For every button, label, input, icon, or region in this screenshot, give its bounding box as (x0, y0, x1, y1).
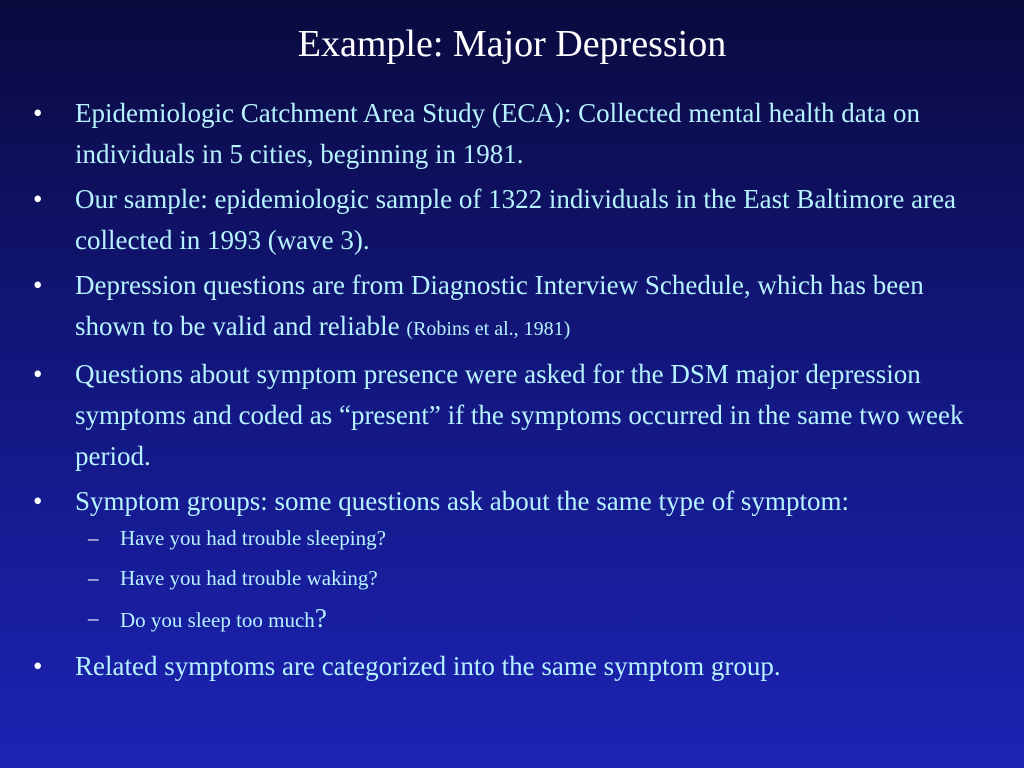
bullet-marker: • (33, 270, 43, 300)
bullet-item (30, 179, 1000, 261)
slide-content (30, 93, 1000, 691)
bullet-marker: • (33, 359, 43, 389)
bullet-marker: • (33, 184, 43, 214)
bullet-text: Depression questions are from Diagnostic Interview Schedule, which has been shown to be valid and reliable (75, 270, 924, 341)
bullet-item (30, 265, 1000, 350)
sub-bullet-list (30, 524, 1000, 634)
bullet-item (30, 646, 1000, 687)
bullet-marker: • (33, 486, 43, 516)
sub-bullet-marker: – (88, 566, 99, 590)
sub-bullet-marker: – (88, 606, 99, 630)
bullet-text: Questions about symptom presence were asked for the DSM major depression symptoms and coded as “present” if the symptoms occurred in the same two week period. (75, 359, 964, 471)
bullet-text: Epidemiologic Catchment Area Study (ECA): Collected mental health data on individuals in 5 cities, beginning in 1981. (75, 98, 921, 169)
sub-bullet-item (30, 564, 1000, 592)
citation-text: (Robins et al., 1981) (406, 318, 571, 340)
sub-bullet-suffix: ? (314, 603, 327, 633)
bullet-text: Symptom groups: some questions ask about the same type of symptom: (75, 486, 849, 516)
bullet-marker: • (33, 651, 43, 681)
bullet-item (30, 481, 1000, 522)
bullet-item (30, 354, 1000, 477)
bullet-marker: • (33, 98, 43, 128)
bullet-item (30, 93, 1000, 175)
bullet-text: Related symptoms are categorized into the same symptom group. (75, 651, 781, 681)
slide-title: Example: Major Depression (297, 23, 727, 65)
bullet-text: Our sample: epidemiologic sample of 1322 individuals in the East Baltimore area collected in 1993 (wave 3). (75, 184, 957, 255)
sub-bullet-text: Have you had trouble sleeping? (120, 526, 386, 550)
sub-bullet-text: Do you sleep too much (120, 608, 315, 632)
sub-bullet-item (30, 604, 1000, 634)
sub-bullet-marker: – (88, 526, 99, 550)
sub-bullet-item (30, 524, 1000, 552)
sub-bullet-text: Have you had trouble waking? (120, 566, 378, 590)
